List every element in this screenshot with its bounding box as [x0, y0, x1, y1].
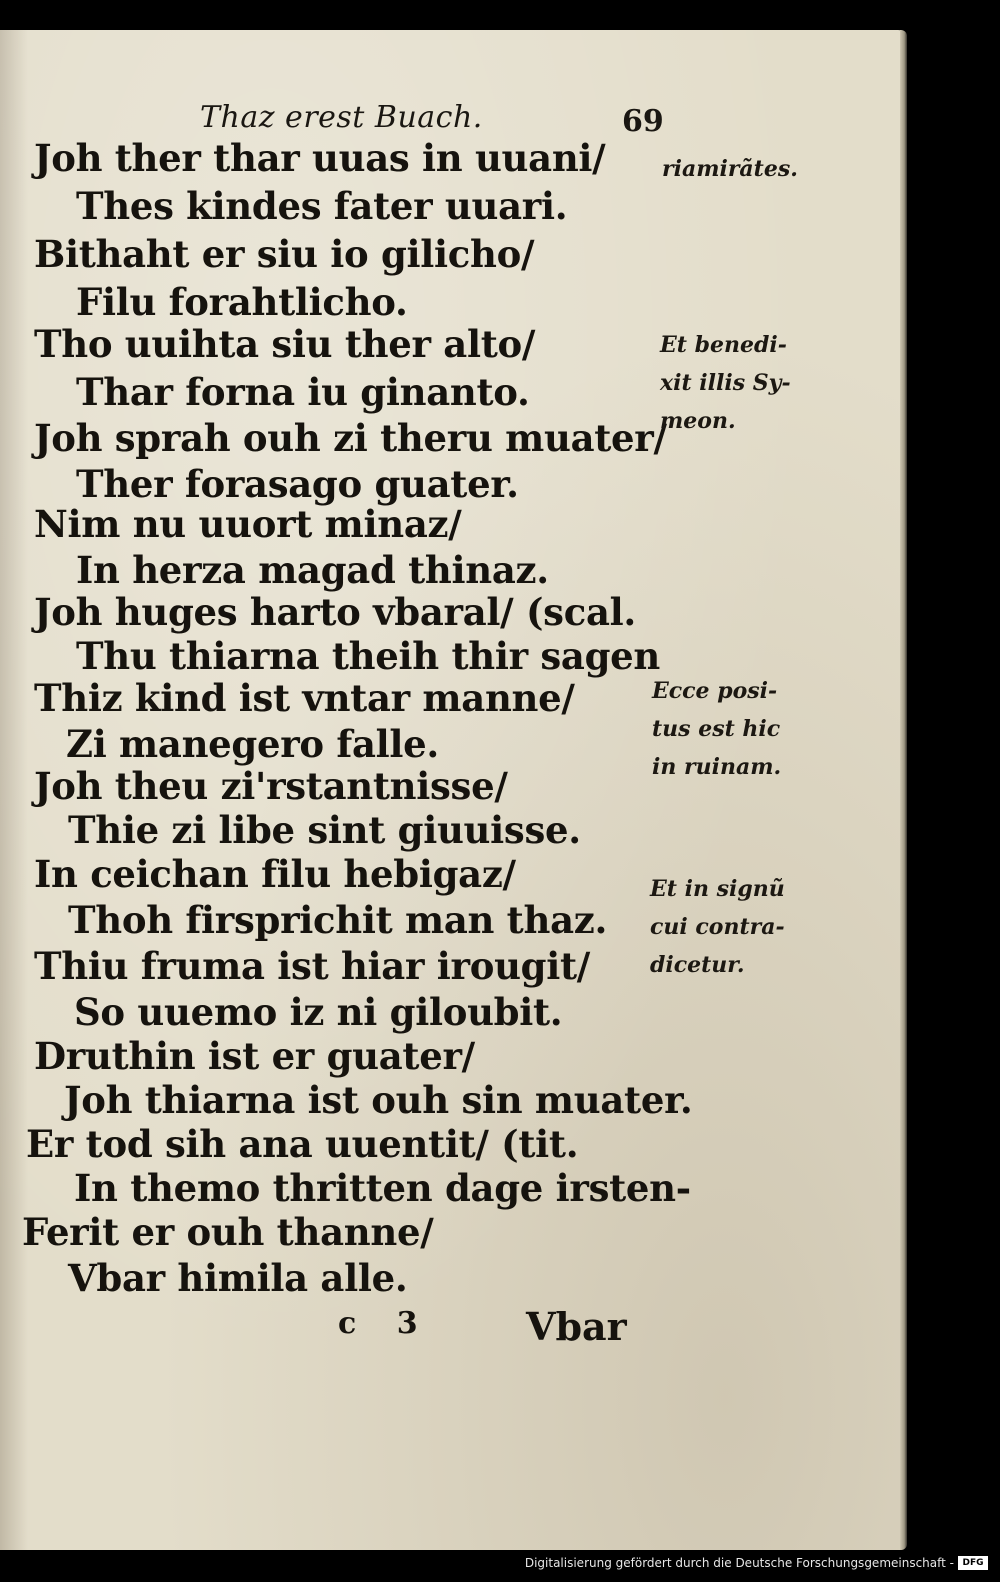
verse-line: Thiz kind ist vntar manne/ [34, 676, 575, 720]
running-header: Thaz erest Buach. [200, 100, 483, 135]
verse-line: Thes kindes fater uuari. [76, 184, 568, 228]
verse-line: Er tod sih ana uuentit/ (tit. [26, 1122, 579, 1166]
verse-line: Thie zi libe sint giuuisse. [68, 808, 581, 852]
verse-line: Vbar himila alle. [68, 1256, 408, 1300]
folio-number: 69 [622, 104, 664, 139]
verse-line: In ceichan filu hebigaz/ [34, 852, 516, 896]
funding-notice: Digitalisierung gefördert durch die Deutsche Forschungsgemeinschaft - [524, 1556, 954, 1570]
verse-line: Thar forna iu ginanto. [76, 370, 530, 414]
verse-line: In themo thritten dage irsten- [74, 1166, 691, 1210]
verse-line: Nim nu uuort minaz/ [34, 502, 462, 546]
verse-line: Druthin ist er guater/ [34, 1034, 475, 1078]
verse-line: Filu forahtlicho. [76, 280, 408, 324]
margin-note: Et benedi- xit illis Sy- meon. [660, 332, 791, 434]
verse-line: Thiu fruma ist hiar irougit/ [34, 944, 591, 988]
verse-line: So uuemo iz ni giloubit. [74, 990, 563, 1034]
verse-line: Tho uuihta siu ther alto/ [34, 322, 536, 366]
verse-line: Ferit er ouh thanne/ [22, 1210, 434, 1254]
verse-line: Joh thiarna ist ouh sin muater. [64, 1078, 693, 1122]
verse-line: Zi manegero falle. [66, 722, 440, 766]
signature-mark: c 3 [338, 1306, 418, 1341]
dfg-logo: DFG [958, 1556, 988, 1570]
margin-note: riamirãtes. [662, 156, 798, 182]
verse-line: Bithaht er siu io gilicho/ [34, 232, 535, 276]
verse-line: Joh ther thar uuas in uuani/ [34, 136, 606, 180]
verse-line: Thu thiarna theih thir sagen [76, 634, 660, 678]
verse-line: In herza magad thinaz. [76, 548, 549, 592]
verse-line: Joh sprah ouh zi theru muater/ [34, 416, 667, 460]
margin-note: Et in signũ cui contra- dicetur. [650, 876, 785, 978]
verse-line: Joh huges harto vbaral/ (scal. [34, 590, 636, 634]
catchword: Vbar [526, 1304, 627, 1349]
margin-note: Ecce posi- tus est hic in ruinam. [652, 678, 782, 780]
page-edge [900, 30, 907, 1550]
verse-line: Ther forasago guater. [76, 462, 519, 506]
verse-line: Joh theu zi'rstantnisse/ [34, 764, 508, 808]
verse-line: Thoh firsprichit man thaz. [68, 898, 608, 942]
